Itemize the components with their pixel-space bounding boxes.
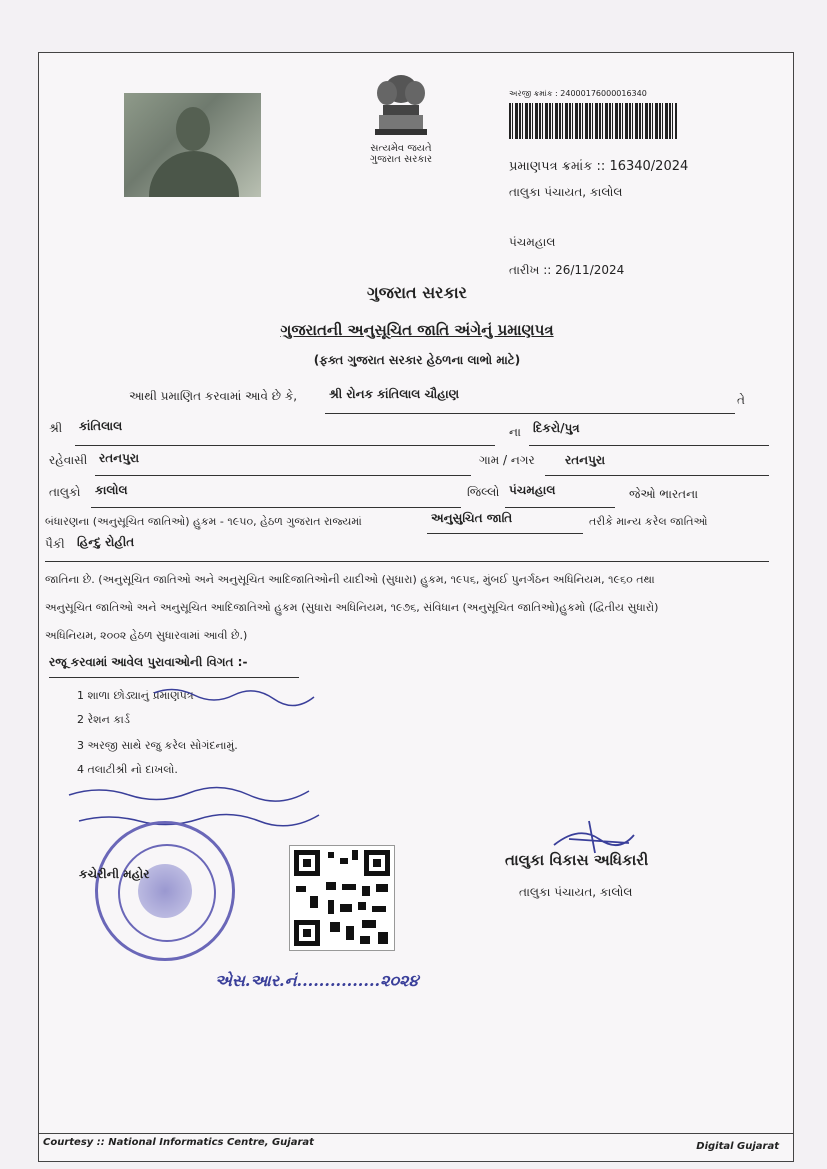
category-value: અનુસુચિત જાતિ <box>431 511 513 525</box>
recognized-text: તરીકે માન્ય કરેલ જાતિઓ <box>589 515 708 528</box>
footer-digital-gujarat: Digital Gujarat <box>696 1141 779 1152</box>
qr-code <box>289 845 395 951</box>
certificate-sheet <box>38 52 794 1162</box>
sr-number: એસ.આર.નં...............૨૦૨૪ <box>215 971 419 990</box>
office-seal <box>95 821 235 961</box>
caste-value: હિન્દુ રોહીત <box>77 535 135 549</box>
taluka-label: તાલુકો <box>49 485 81 499</box>
applicant-name: શ્રી રોનક કાંતિલાલ ચૌહાણ <box>329 387 460 401</box>
evidence-item: 1 શાળા છોડ્યાનું પ્રમાણપત્ર <box>77 689 194 702</box>
signatory-office: તાલુકા પંચાયત, કાલોલ <box>519 885 633 899</box>
header-district: પંચમહાલ <box>509 235 556 249</box>
district-value: પંચમહાલ <box>509 483 556 497</box>
evidence-item: 4 તલાટીશ્રી નો દાખલો. <box>77 763 178 776</box>
district-label: જિલ્લો <box>467 485 500 499</box>
te-suffix: તે <box>737 393 745 407</box>
certificate-number: પ્રમાણપત્ર ક્રમાંક :: 16340/2024 <box>509 159 689 174</box>
legal-para-3: અધિનિયમ, ૨૦૦૨ હેઠળ સુધારવામાં આવી છે.) <box>45 629 248 642</box>
certificate-title: ગુજરાતની અનુસૂચિત જાતિ અંગેનું પ્રમાણપત્ર <box>280 321 554 339</box>
certificate-subtitle: (ફક્ત ગુજરાત સરકાર હેઠળના લાભો માટે) <box>313 353 521 367</box>
application-number: અરજી ક્રમાંક : 24000176000016340 <box>509 89 647 98</box>
relation: દિકરો/પુત્ર <box>533 421 580 435</box>
village-value: રતનપુરા <box>565 453 606 467</box>
village-label: ગામ / નગર <box>479 453 535 467</box>
certify-prefix: આથી પ્રમાણિત કરવામાં આવે છે કે, <box>129 389 298 403</box>
stamp-label: કચેરીની મહોર <box>79 867 150 881</box>
applicant-photo <box>124 93 261 197</box>
constitution-text: બંધારણના (અનુસૂચિત જાતિઓ) હુકમ - ૧૯૫૦, હેઠળ ગુજરાત રાજ્યમાં <box>45 515 362 528</box>
state-emblem <box>361 67 441 167</box>
evidence-heading: રજૂ કરવામાં આવેલ પુરાવાઓની વિગત :- <box>49 655 248 669</box>
barcode <box>509 103 677 139</box>
issue-date: તારીખ :: 26/11/2024 <box>509 263 625 277</box>
issuing-office: તાલુકા પંચાયત, કાલોલ <box>509 185 623 199</box>
emblem-motto: સત્યમેવ જયતે <box>370 143 432 154</box>
legal-para-2: અનુસૂચિત જાતિઓ અને અનુસૂચિત આદિજાતિઓ હુકમ (સુધારા અધિનિયમ, ૧૯૭૬, સંવિધાન (અનુસૂચિત જાતિઓ)હુકમો (દ્વિતીય સુધારો) <box>45 601 659 614</box>
among-label: પૈકી <box>45 537 65 551</box>
signatory-title: તાલુકા વિકાસ અધિકારી <box>505 851 649 869</box>
india-text: જેઓ ભારતના <box>629 487 699 501</box>
na-label: ના <box>509 425 521 439</box>
taluka-value: કાલોલ <box>95 483 128 497</box>
resident-value: રતનપુરા <box>99 451 140 465</box>
resident-label: રહેવાસી <box>49 453 88 467</box>
legal-para-1: જાતિના છે. (અનુસૂચિત જાતિઓ અને અનુસૂચિત આદિજાતિઓની યાદીઓ (સુધારા) હુકમ, ૧૯૫૬, મુંબઈ પુનર્ગઠન અધિનિયમ, ૧૯૬૦ તથા <box>45 573 655 586</box>
evidence-item: 3 અરજી સાથે રજુ કરેલ સોગંદનામું. <box>77 739 238 752</box>
evidence-item: 2 રેશન કાર્ડ <box>77 713 130 726</box>
handwritten-notes <box>59 683 399 833</box>
father-name: કાંતિલાલ <box>79 419 123 433</box>
shri-label: શ્રી <box>49 421 63 435</box>
footer-courtesy: Courtesy :: National Informatics Centre, Gujarat <box>43 1137 314 1148</box>
emblem-govt: ગુજરાત સરકાર <box>369 154 433 165</box>
govt-title: ગુજરાત સરકાર <box>367 283 467 302</box>
